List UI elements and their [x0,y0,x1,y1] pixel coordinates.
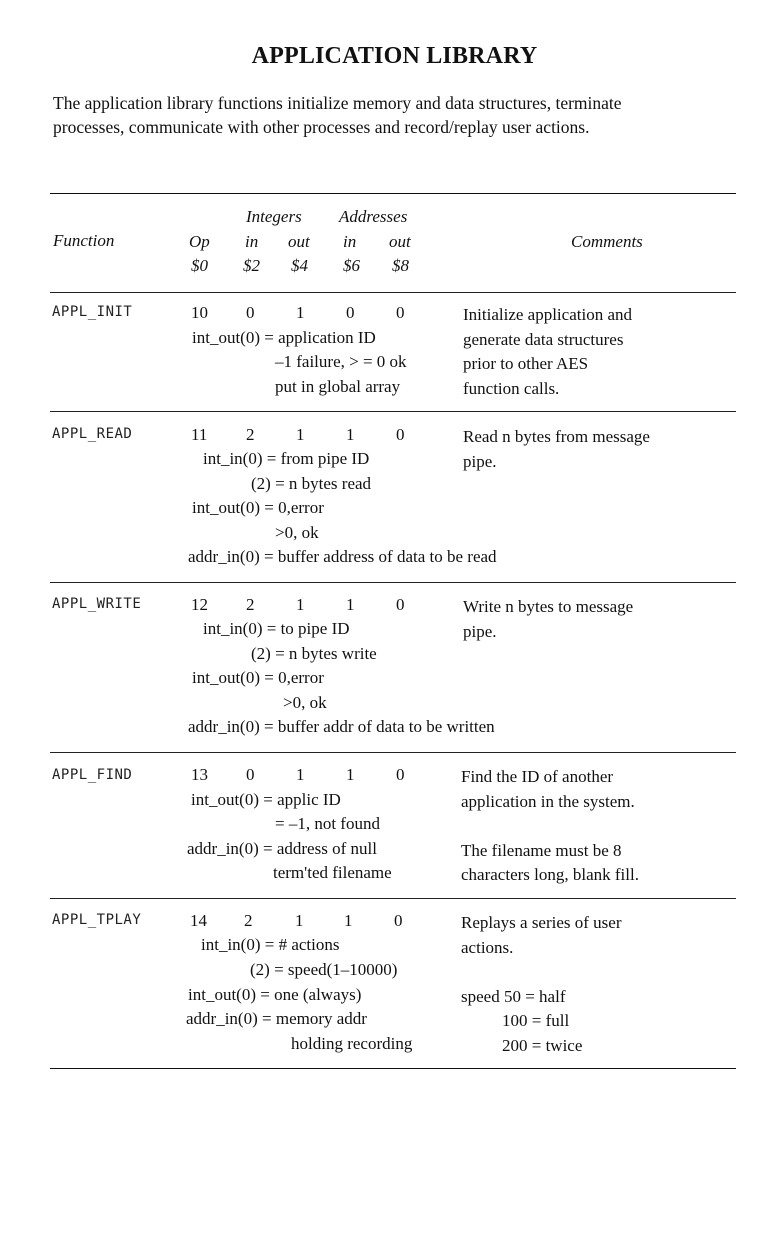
header-offset-addr-in: $6 [343,256,360,275]
param-line: int_out(0) = 0,error [192,498,324,517]
addr-in-count: 1 [346,595,355,614]
int-out-count: 1 [295,911,304,930]
op-code: 11 [191,425,208,444]
row-divider [50,898,736,899]
comment-line: function calls. [463,378,560,398]
int-in-count: 2 [246,425,255,444]
comments-block [461,765,639,888]
param-line: int_in(0) = from pipe ID [203,449,370,468]
param-line: >0, ok [283,693,327,712]
param-line: addr_in(0) = address of null [187,839,377,858]
header-offset-int-in: $2 [243,256,260,275]
op-code: 13 [191,765,208,784]
addr-in-count: 1 [346,765,355,784]
int-in-count: 0 [246,303,255,322]
param-line: put in global array [275,377,401,396]
intro-line-1: The application library functions initialize memory and data structures, terminate [53,93,622,113]
comment-line: Find the ID of another [461,767,614,786]
header-comments: Comments [571,232,643,251]
addr-out-count: 0 [394,911,403,930]
header-offset-addr-out: $8 [392,256,409,275]
comments-block [461,911,622,1058]
table-bottom-rule [50,1068,736,1069]
function-name: APPL_TPLAY [52,912,142,928]
comment-line: Write n bytes to message [463,597,634,616]
table-top-rule [50,193,736,194]
comment-line [461,814,639,839]
int-out-count: 1 [296,595,305,614]
comment-line: The filename must be 8 [461,840,622,860]
header-op: Op [189,232,210,251]
param-line: >0, ok [275,523,319,542]
op-code: 12 [191,595,208,614]
addr-out-count: 0 [396,303,405,322]
page-title: APPLICATION LIBRARY [251,43,538,69]
function-name: APPL_WRITE [52,596,142,612]
intro-line-2: processes, communicate with other processes and record/replay user actions. [53,117,590,137]
param-line: (2) = speed(1–10000) [250,960,398,979]
int-in-count: 2 [244,911,253,930]
function-name: APPL_INIT [52,304,133,320]
header-addr-in: in [343,232,357,251]
header-addr-out: out [389,232,411,251]
comment-line: Read n bytes from message [463,427,650,446]
param-line: addr_in(0) = memory addr [186,1009,367,1028]
param-line: = –1, not found [275,814,380,833]
comment-line: characters long, blank fill. [461,865,639,884]
comment-line [461,960,622,985]
param-line: (2) = n bytes read [251,474,372,493]
param-line: int_out(0) = application ID [192,328,376,347]
int-out-count: 1 [296,765,305,784]
op-code: 14 [190,911,207,930]
int-in-count: 0 [246,765,255,784]
header-function: Function [53,231,115,250]
comment-line: 200 = twice [502,1035,583,1055]
row-divider [50,411,736,412]
addr-out-count: 0 [396,765,405,784]
header-int-out: out [288,232,310,251]
int-out-count: 1 [296,303,305,322]
comment-line: pipe. [463,621,497,641]
row-divider [50,582,736,583]
comment-line: pipe. [463,451,497,471]
param-line: int_out(0) = one (always) [188,985,362,1004]
int-in-count: 2 [246,595,255,614]
param-line: –1 failure, > = 0 ok [275,352,407,371]
comment-line: speed 50 = half [461,986,566,1006]
addr-in-count: 0 [346,303,355,322]
comment-line: Replays a series of user [461,913,622,932]
comments-block [463,595,633,644]
param-line: int_in(0) = # actions [201,935,340,954]
comment-line: application in the system. [461,791,635,811]
addr-out-count: 0 [396,425,405,444]
header-offset-op: $0 [191,256,208,275]
param-line: addr_in(0) = buffer address of data to be read [188,547,497,566]
comments-block [463,303,632,401]
param-line: int_out(0) = 0,error [192,668,324,687]
param-line: addr_in(0) = buffer addr of data to be written [188,717,495,736]
op-code: 10 [191,303,208,322]
header-integers: Integers [246,207,302,226]
comments-block [463,425,650,474]
comment-line: generate data structures [463,329,624,349]
comment-line: actions. [461,937,514,957]
param-line: holding recording [291,1034,413,1053]
comment-line: 100 = full [502,1011,570,1030]
header-bottom-rule [50,292,736,293]
comment-line: prior to other AES [463,354,589,373]
function-name: APPL_FIND [52,767,133,783]
header-int-in: in [245,232,259,251]
addr-in-count: 1 [346,425,355,444]
param-line: term'ted filename [273,863,392,882]
addr-out-count: 0 [396,595,405,614]
addr-in-count: 1 [344,911,353,930]
param-line: (2) = n bytes write [251,644,377,663]
function-name: APPL_READ [52,426,133,442]
header-addresses: Addresses [339,207,408,226]
comment-line: Initialize application and [463,305,632,324]
row-divider [50,752,736,753]
header-offset-int-out: $4 [291,256,308,275]
param-line: int_in(0) = to pipe ID [203,619,350,638]
int-out-count: 1 [296,425,305,444]
param-line: int_out(0) = applic ID [191,790,341,809]
